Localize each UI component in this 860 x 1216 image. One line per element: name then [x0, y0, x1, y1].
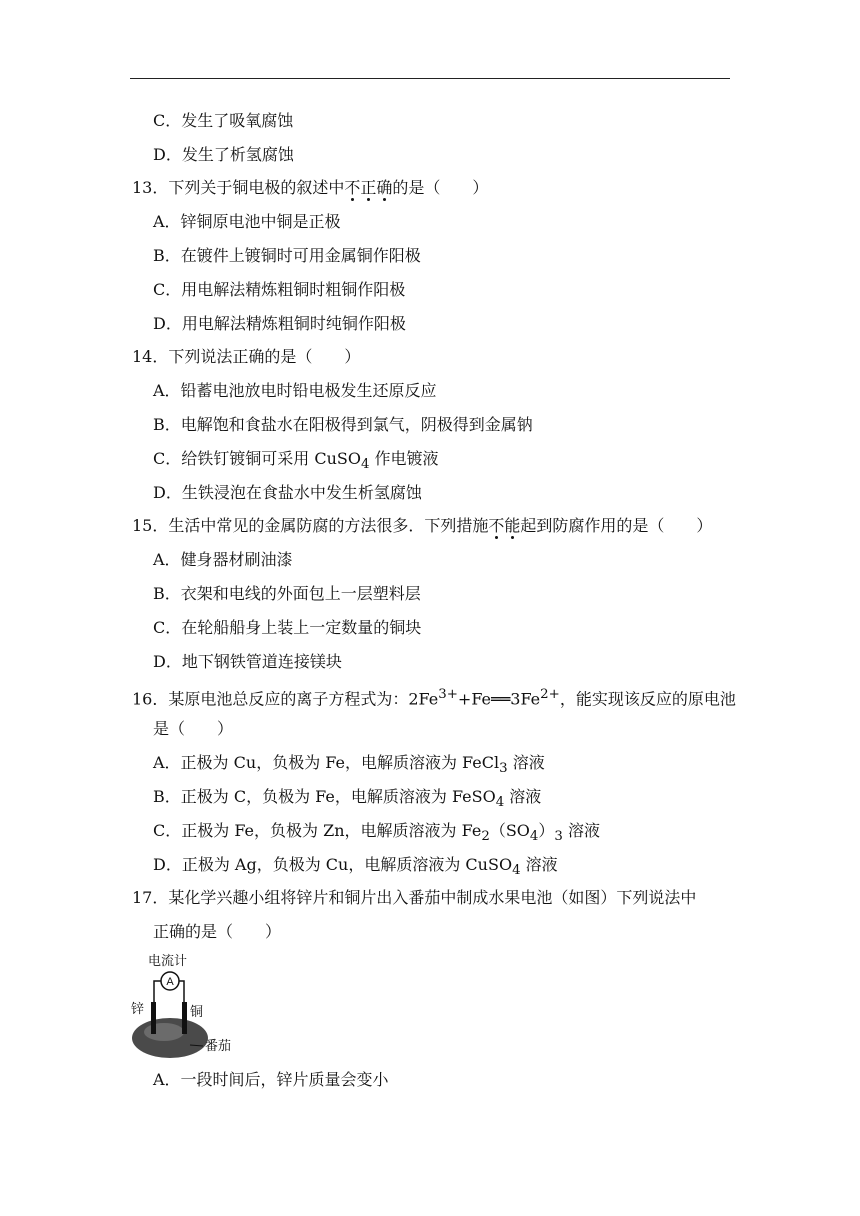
q14-option-c: C．给铁钉镀铜可采用 CuSO$_4$ 作电镀液: [153, 449, 439, 473]
q13-option-a: A．锌铜原电池中铜是正极: [153, 212, 341, 231]
q17-option-a: A．一段时间后，锌片质量会变小: [153, 1070, 389, 1089]
q15-emph-char-0: 不: [488, 516, 505, 535]
q13-emphasis: [344, 178, 392, 197]
q15-emph-char-1: 能: [504, 516, 521, 535]
q14-option-d: D．生铁浸泡在食盐水中发生析氢腐蚀: [153, 483, 422, 502]
q15-option-b: B．衣架和电线的外面包上一层塑料层: [153, 584, 421, 603]
q16-option-a: A．正极为 Cu，负极为 Fe，电解质溶液为 FeCl$_3$ 溶液: [153, 753, 545, 777]
q13-stem: 13．下列关于铜电极的叙述中不正确的是（ ）: [132, 178, 489, 197]
tomato-highlight: [144, 1023, 184, 1041]
q15-emphasis: [488, 516, 520, 535]
q16-stem-line1: 16．某原电池总反应的离子方程式为：$2Fe^{3+}+Fe══3Fe^{2+}$，能实现该反应的原电池: [132, 687, 736, 709]
q17-stem-line1: 17．某化学兴趣小组将锌片和铜片出入番茄中制成水果电池（如图）下列说法中: [132, 888, 697, 907]
q13-option-d: D．用电解法精炼粗铜时纯铜作阳极: [153, 314, 406, 333]
zinc-plate: [151, 1002, 156, 1034]
q13-option-b: B．在镀件上镀铜时可用金属铜作阳极: [153, 246, 421, 265]
q14-stem: 14．下列说法正确的是（ ）: [132, 347, 361, 366]
q13-emph-char-2: 确: [376, 178, 393, 197]
q16-option-c: C．正极为 Fe，负极为 Zn，电解质溶液为 $Fe_2(SO_4)_3$ 溶液: [153, 821, 600, 845]
q14-option-a: A．铅蓄电池放电时铅电极发生还原反应: [153, 381, 437, 400]
zinc-label: 锌: [131, 1001, 145, 1016]
q13-emph-char-1: 正: [360, 178, 377, 197]
q16-stem-line2: 是（ ）: [153, 719, 234, 738]
fruit-battery-figure: [128, 950, 243, 1062]
q15-option-c: C．在轮船船身上装上一定数量的铜块: [153, 618, 422, 637]
copper-label: 铜: [190, 1004, 204, 1019]
header-rule: [130, 78, 730, 79]
q16-option-d: D．正极为 Ag，负极为 Cu，电解质溶液为 CuSO$_4$ 溶液: [153, 855, 558, 879]
q15-stem: 15．生活中常见的金属防腐的方法很多．下列措施不能起到防腐作用的是（ ）: [132, 516, 713, 535]
q12-option-c: C．发生了吸氧腐蚀: [153, 111, 294, 130]
q13-emph-char-0: 不: [344, 178, 361, 197]
q13-option-c: C．用电解法精炼粗铜时粗铜作阳极: [153, 280, 406, 299]
q16-option-b: B．正极为 C，负极为 Fe，电解质溶液为 FeSO$_4$ 溶液: [153, 787, 542, 811]
q17-stem-line2: 正确的是（ ）: [153, 922, 282, 941]
q14-option-b: B．电解饱和食盐水在阳极得到氯气，阴极得到金属钠: [153, 415, 533, 434]
copper-plate: [182, 1002, 187, 1034]
meter-symbol: A: [166, 976, 174, 988]
q15-option-a: A．健身器材刷油漆: [153, 550, 293, 569]
q15-option-d: D．地下钢铁管道连接镁块: [153, 652, 342, 671]
q12-option-d: D．发生了析氢腐蚀: [153, 145, 294, 164]
galvanometer-label: 电流计: [148, 953, 188, 968]
tomato-label: 番茄: [205, 1038, 232, 1053]
